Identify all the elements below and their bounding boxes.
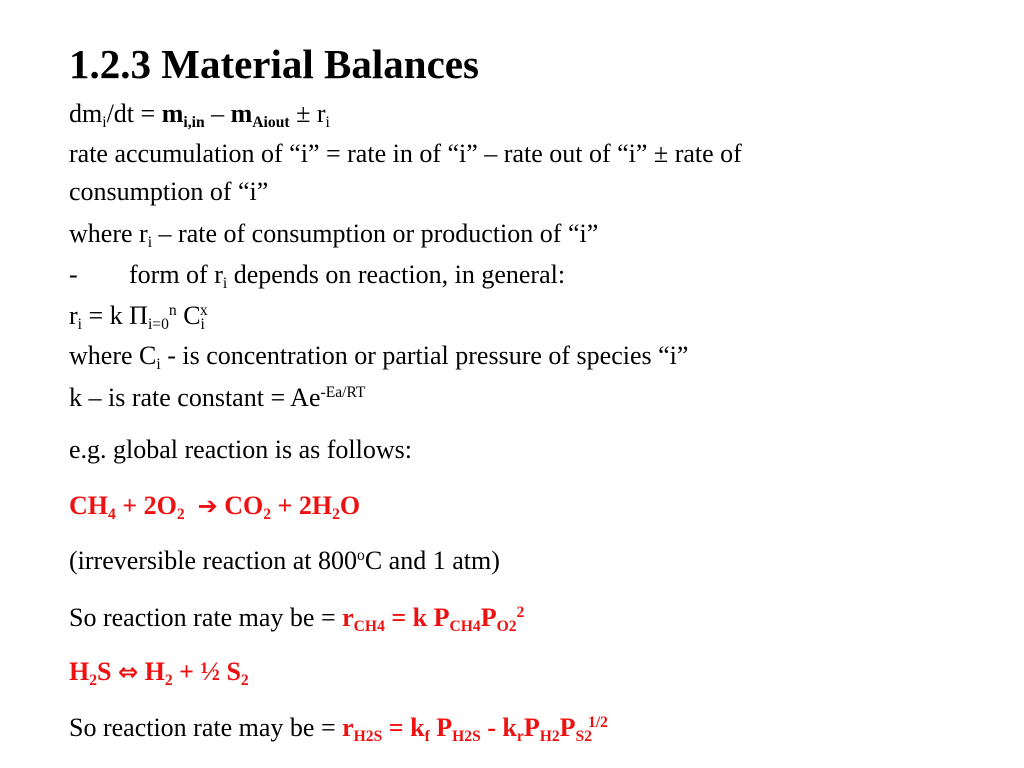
slide-title: 1.2.3 Material Balances bbox=[69, 41, 479, 87]
bullet-line: - form of $r_i$ depends on reaction, in general: bbox=[69, 260, 566, 293]
irreversible-line: (irreversible reaction at 800$^o$C and 1 atm) bbox=[69, 546, 500, 575]
reaction-hydrogen-sulfide: $H_2S$ ⇔ $H_2$ + ½ $S_2$ bbox=[69, 657, 249, 690]
description-line-2: consumption of “i” bbox=[69, 177, 269, 206]
reaction-methane: $CH_4 + 2O_2$ ➔ $CO_2 + 2H_2O$ bbox=[69, 491, 361, 524]
example-line: e.g. global reaction is as follows: bbox=[69, 435, 412, 464]
rate-constant-line: k – is rate constant = $Ae^{-Ea/RT}$ bbox=[69, 383, 366, 412]
right-arrow-icon: ➔ bbox=[197, 492, 218, 520]
bullet-dash: - bbox=[69, 260, 78, 289]
where-r-line: where $r_i$ – rate of consumption or production of “i” bbox=[69, 219, 599, 252]
rate-expression-1: So reaction rate may be = $r_{CH4} = k$ $P_{CH4}P_{O2}^2$ bbox=[69, 603, 525, 636]
description-line-1: rate accumulation of “i” = rate in of “i” – rate out of “i” ± rate of bbox=[69, 139, 742, 168]
double-arrow-icon: ⇔ bbox=[118, 658, 139, 686]
balance-equation: $dm_i/dt = m_{i,in} - m_{Aiout} \pm r_i$ bbox=[69, 99, 330, 132]
rate-law: $r_i = k$ $\Pi_{i=0}^n$ $C_i^x$ bbox=[69, 301, 208, 334]
where-c-line: where $C_i$ - is concentration or partial pressure of species “i” bbox=[69, 341, 689, 374]
rate-expression-2: So reaction rate may be = $r_{H2S} = k_f$ $P_{H2S} - k_rP_{H2}P_{S2}^{1/2}$ bbox=[69, 713, 608, 746]
